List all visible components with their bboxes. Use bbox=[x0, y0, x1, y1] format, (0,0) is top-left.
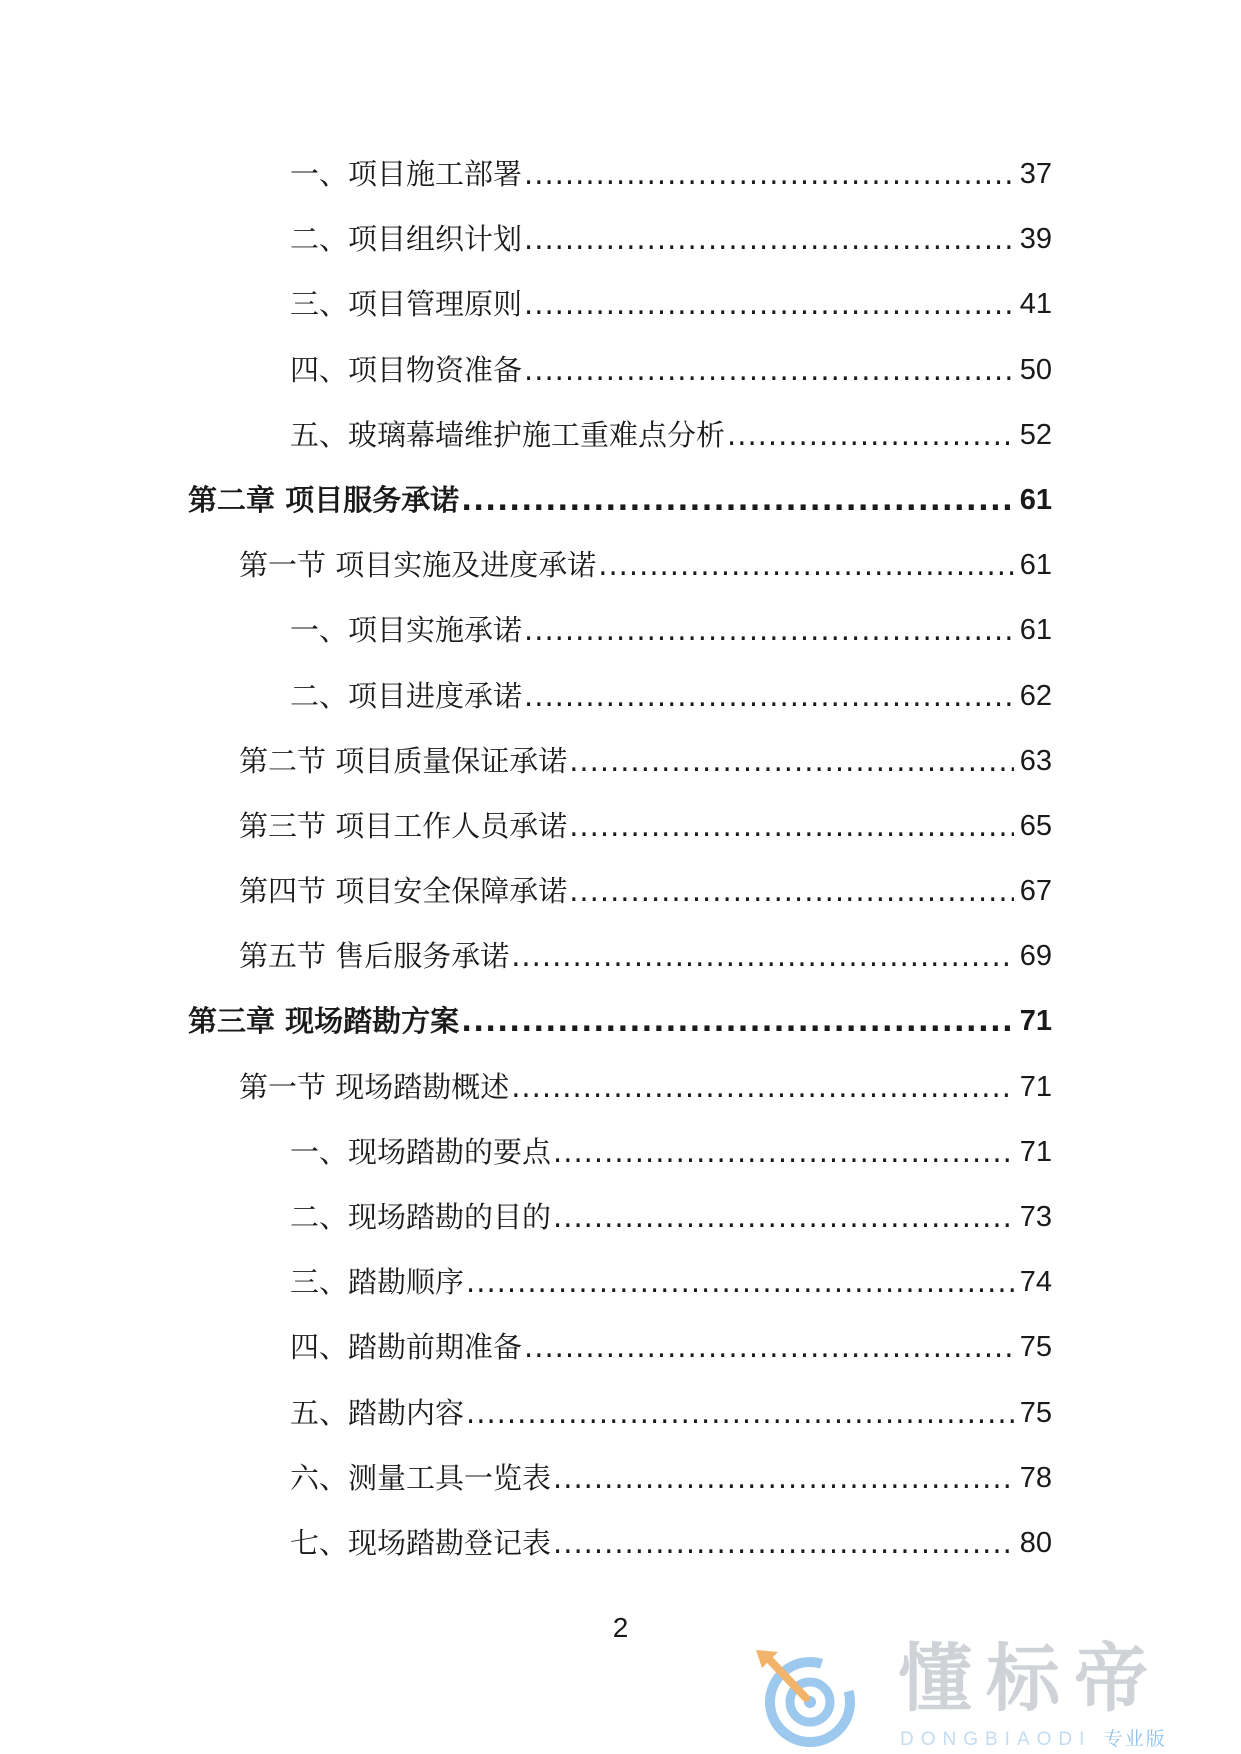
toc-entry-title: 一、现场踏勘的要点 bbox=[290, 1134, 552, 1169]
toc-dot-leader bbox=[553, 1529, 1014, 1558]
toc-entry-title: 第二节 项目质量保证承诺 bbox=[239, 743, 568, 778]
toc-entry[interactable] bbox=[0, 1330, 1241, 1398]
watermark-subtitle bbox=[900, 1730, 1167, 1749]
toc-entry-page: 52 bbox=[1019, 418, 1052, 451]
toc-entry-title: 一、项目实施承诺 bbox=[290, 613, 523, 648]
toc-entry-page: 75 bbox=[1019, 1396, 1052, 1429]
toc-entry[interactable] bbox=[0, 808, 1241, 877]
toc-entry-title: 四、项目物资准备 bbox=[290, 352, 523, 387]
toc-entry[interactable] bbox=[0, 874, 1241, 942]
toc-dot-leader bbox=[553, 1203, 1014, 1232]
watermark-brand: 懂标帝 bbox=[898, 1636, 1162, 1722]
toc-entry-title: 三、踏勘顺序 bbox=[290, 1265, 465, 1300]
toc-dot-leader bbox=[461, 1007, 1014, 1036]
toc-entry-page: 75 bbox=[1019, 1331, 1052, 1364]
toc-entry-title: 二、项目进度承诺 bbox=[290, 678, 523, 713]
toc-entry-title: 第二章 项目服务承诺 bbox=[188, 482, 460, 517]
toc-entry[interactable] bbox=[0, 1460, 1241, 1529]
toc-entry-title: 第三节 项目工作人员承诺 bbox=[239, 808, 568, 843]
toc-dot-leader bbox=[524, 356, 1014, 385]
toc-dot-leader bbox=[524, 616, 1014, 645]
toc-dot-leader bbox=[598, 551, 1014, 580]
toc-entry[interactable] bbox=[0, 1525, 1241, 1594]
toc-entry-title: 第一节 项目实施及进度承诺 bbox=[239, 548, 597, 583]
toc-entry[interactable] bbox=[0, 678, 1241, 747]
page-number: 2 bbox=[612, 1612, 629, 1643]
toc-dot-leader bbox=[524, 225, 1014, 254]
watermark-sub-text: DONGBIAODI bbox=[900, 1729, 1092, 1750]
toc-entry-page: 61 bbox=[1019, 614, 1052, 647]
toc-entry[interactable] bbox=[0, 222, 1241, 290]
toc-entry[interactable] bbox=[0, 157, 1241, 225]
toc-entry-page: 71 bbox=[1019, 1135, 1052, 1168]
toc-entry-title: 二、现场踏勘的目的 bbox=[290, 1200, 552, 1234]
toc-entry-title: 五、玻璃幕墙维护施工重难点分析 bbox=[290, 417, 726, 452]
toc-entry-page: 63 bbox=[1019, 744, 1052, 777]
watermark-edition: 专业版 bbox=[1103, 1729, 1167, 1750]
toc-entry[interactable] bbox=[0, 1004, 1241, 1072]
toc-entry-page: 80 bbox=[1019, 1526, 1052, 1559]
toc-entry-title: 二、项目组织计划 bbox=[290, 222, 523, 257]
toc-dot-leader bbox=[569, 747, 1014, 776]
toc-dot-leader bbox=[727, 421, 1014, 450]
toc-entry[interactable] bbox=[0, 417, 1241, 486]
toc-entry-page: 71 bbox=[1019, 1005, 1052, 1038]
toc-entry-title: 四、踏勘前期准备 bbox=[290, 1330, 523, 1365]
toc-entry-page: 41 bbox=[1019, 288, 1052, 321]
toc-entry-page: 61 bbox=[1019, 549, 1052, 582]
toc-entry[interactable] bbox=[0, 352, 1241, 421]
toc-entry[interactable] bbox=[0, 287, 1241, 355]
toc-dot-leader bbox=[553, 1138, 1014, 1167]
toc-entry[interactable] bbox=[0, 613, 1241, 681]
toc-entry-title: 一、项目施工部署 bbox=[290, 157, 523, 191]
toc-dot-leader bbox=[524, 682, 1014, 711]
toc-dot-leader bbox=[553, 1464, 1014, 1493]
target-logo-icon bbox=[748, 1640, 868, 1750]
toc-entry[interactable] bbox=[0, 1069, 1241, 1138]
toc-entry-title: 第四节 项目安全保障承诺 bbox=[239, 874, 568, 909]
toc-entry-page: 78 bbox=[1019, 1461, 1052, 1494]
toc-entry-page: 67 bbox=[1019, 875, 1052, 908]
toc-entry[interactable] bbox=[0, 939, 1241, 1007]
toc-entry[interactable] bbox=[0, 1265, 1241, 1333]
toc-entry-title: 六、测量工具一览表 bbox=[290, 1460, 552, 1495]
toc-dot-leader bbox=[524, 160, 1014, 189]
toc-entry-title: 三、项目管理原则 bbox=[290, 287, 523, 322]
toc-entry-page: 61 bbox=[1019, 483, 1052, 516]
toc-dot-leader bbox=[466, 1268, 1014, 1297]
toc-entry-title: 七、现场踏勘登记表 bbox=[290, 1525, 552, 1560]
toc-entry-page: 65 bbox=[1019, 809, 1052, 842]
toc-entry-title: 五、踏勘内容 bbox=[290, 1395, 465, 1430]
toc-entry[interactable] bbox=[0, 482, 1241, 551]
toc-entry[interactable] bbox=[0, 743, 1241, 812]
toc-entry-title: 第三章 现场踏勘方案 bbox=[188, 1004, 460, 1039]
toc-entry-page: 74 bbox=[1019, 1266, 1052, 1299]
toc-entry-page: 71 bbox=[1019, 1070, 1052, 1103]
toc-entry-page: 50 bbox=[1019, 353, 1052, 386]
toc-entry-page: 39 bbox=[1019, 223, 1052, 256]
toc-dot-leader bbox=[569, 877, 1014, 906]
table-of-contents bbox=[0, 157, 1241, 1594]
toc-dot-leader bbox=[569, 812, 1014, 841]
toc-dot-leader bbox=[461, 486, 1014, 515]
toc-dot-leader bbox=[511, 942, 1014, 971]
toc-entry-page: 62 bbox=[1019, 679, 1052, 712]
toc-entry-title: 第五节 售后服务承诺 bbox=[239, 939, 510, 974]
toc-entry-page: 37 bbox=[1019, 158, 1052, 190]
toc-entry-page: 69 bbox=[1019, 940, 1052, 973]
toc-entry[interactable] bbox=[0, 1200, 1241, 1268]
toc-dot-leader bbox=[511, 1073, 1014, 1102]
toc-dot-leader bbox=[466, 1399, 1014, 1428]
toc-entry-page: 73 bbox=[1019, 1201, 1052, 1233]
toc-dot-leader bbox=[524, 1333, 1014, 1362]
toc-entry[interactable] bbox=[0, 548, 1241, 616]
toc-entry-title: 第一节 现场踏勘概述 bbox=[239, 1069, 510, 1104]
toc-dot-leader bbox=[524, 290, 1014, 319]
toc-entry[interactable] bbox=[0, 1134, 1241, 1203]
toc-entry[interactable] bbox=[0, 1395, 1241, 1464]
watermark bbox=[748, 1636, 1228, 1750]
